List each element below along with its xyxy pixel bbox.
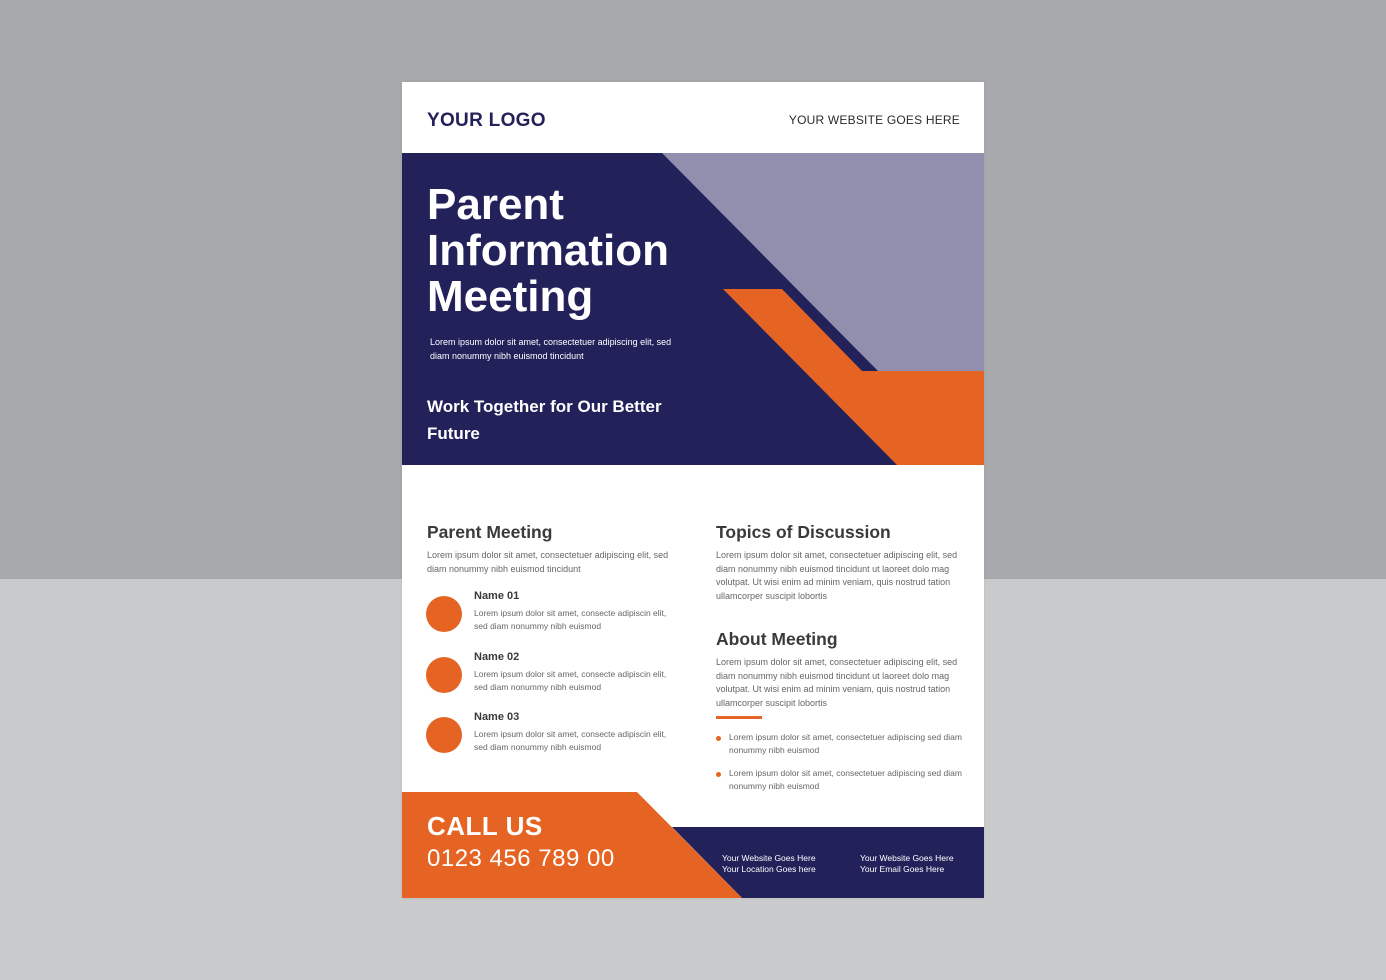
person-name: Name 02 [474,651,520,663]
footer-email: Your Email Goes Here [860,864,945,874]
bullet-dot [716,736,721,741]
person-text: Lorem ipsum dolor sit amet, consecte adipiscin elit, sed diam nonummy nibh euismod [474,729,667,752]
footer-website-2: Your Website Goes Here [860,853,954,863]
hero-title-line: Information [427,226,669,275]
person-item [426,590,686,646]
hero-title-line: Meeting [427,272,594,321]
hero-title [427,182,669,320]
footer-location: Your Location Goes here [722,864,816,874]
logo: YOUR LOGO [427,110,546,131]
person-text: Lorem ipsum dolor sit amet, consecte adipiscin elit, sed diam nonummy nibh euismod [474,608,667,631]
person-text: Lorem ipsum dolor sit amet, consecte adipiscin elit, sed diam nonummy nibh euismod [474,669,667,692]
flyer [402,82,984,898]
person-name: Name 01 [474,590,520,602]
bullet-text: Lorem ipsum dolor sit amet, consectetuer adipiscing sed diam nonummy nibh euismod [729,768,962,791]
person-item [426,651,686,707]
bullet-dot [716,772,721,777]
bullet-text: Lorem ipsum dolor sit amet, consectetuer adipiscing sed diam nonummy nibh euismod [729,732,962,755]
avatar [426,717,462,753]
hero-title-line: Parent [427,180,564,229]
parent-meeting-title: Parent Meeting [427,522,553,542]
footer-decoration [402,790,984,898]
avatar [426,596,462,632]
footer-website: Your Website Goes Here [722,853,816,863]
phone-number: 0123 456 789 00 [427,845,615,872]
topics-text: Lorem ipsum dolor sit amet, consectetuer adipiscing elit, sed diam nonummy nibh euismod tincidunt ut laoreet dolo mag volutpat. Ut wisi enim ad minim veniam, quis nostrud tation ullamcorper suscipit lobortis [716,550,958,601]
call-us-title: CALL US [427,811,543,841]
parent-meeting-text: Lorem ipsum dolor sit amet, consectetuer adipiscing elit, sed diam nonummy nibh euismod tincidunt [427,550,669,574]
hero-banner [402,153,984,465]
about-title: About Meeting [716,629,838,649]
about-text: Lorem ipsum dolor sit amet, consectetuer adipiscing elit, sed diam nonummy nibh euismod tincidunt ut laoreet dolo mag volutpat. Ut wisi enim ad minim veniam, quis nostrud tation ullamcorper suscipit lobortis [716,657,958,708]
topics-title: Topics of Discussion [716,522,891,542]
person-item [426,711,686,767]
accent-line [716,716,762,719]
hero-description: Lorem ipsum dolor sit amet, consectetuer adipiscing elit, sed diam nonummy nibh euismod tincidunt [430,337,672,361]
hero-tagline: Work Together for Our Better Future [427,397,662,443]
person-name: Name 03 [474,711,520,723]
avatar [426,657,462,693]
header-website: YOUR WEBSITE GOES HERE [788,113,960,127]
